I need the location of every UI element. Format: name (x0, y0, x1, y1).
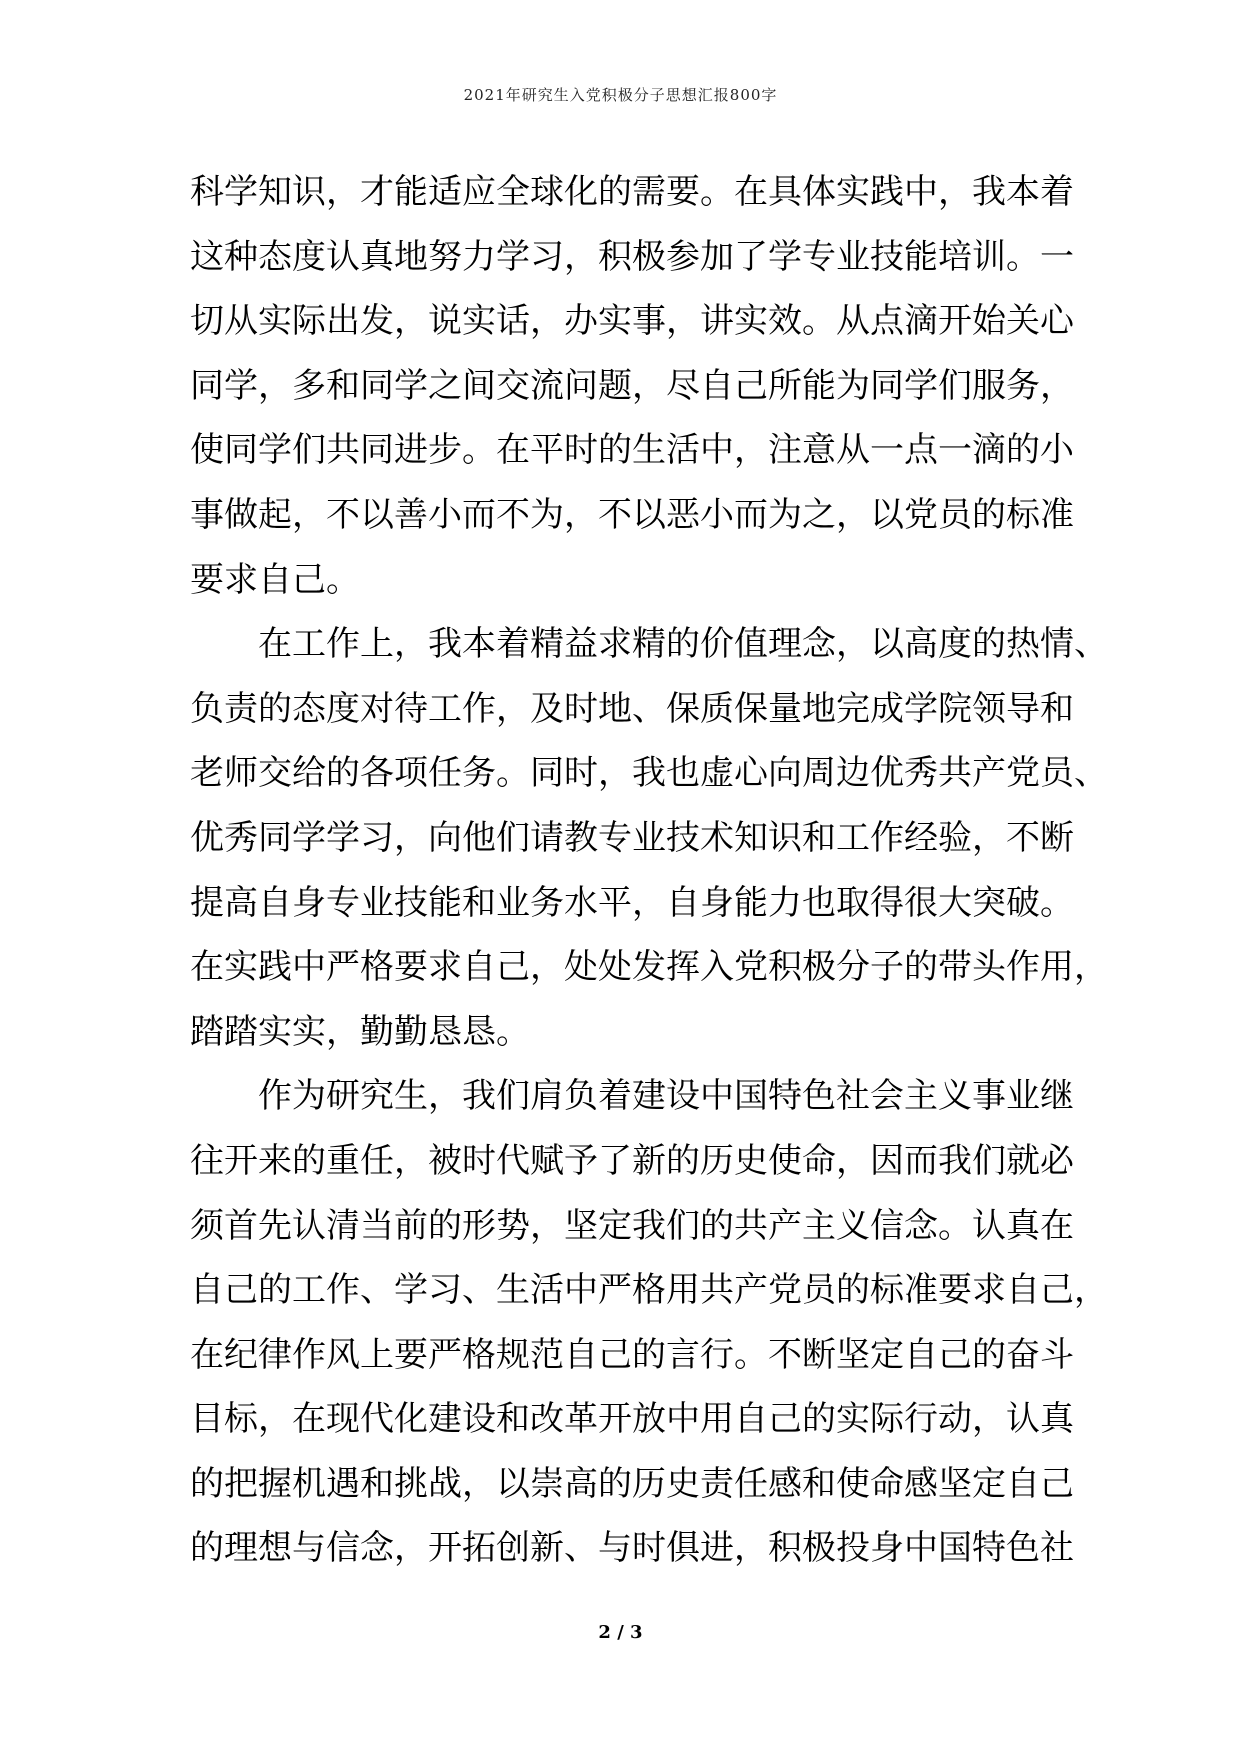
text-line: 在纪律作风上要严格规范自己的言行。不断坚定自己的奋斗 (190, 1334, 1074, 1375)
text-line: 科学知识，才能适应全球化的需要。在具体实践中，我本着 (190, 172, 1074, 212)
paragraph (190, 1064, 1108, 1581)
text-line: 要求自己。 (190, 559, 360, 600)
text-line: 这种态度认真地努力学习，积极参加了学专业技能培训。一 (190, 236, 1074, 277)
text-line: 作为研究生，我们肩负着建设中国特色社会主义事业继 (258, 1076, 1074, 1117)
text-line: 踏踏实实，勤勤恳恳。 (190, 1011, 530, 1052)
text-line: 负责的态度对待工作，及时地、保质保量地完成学院领导和 (190, 688, 1074, 729)
text-line: 优秀同学学习，向他们请教专业技术知识和工作经验，不断 (190, 817, 1074, 858)
text-line: 目标，在现代化建设和改革开放中用自己的实际行动，认真 (190, 1399, 1074, 1440)
text-line: 往开来的重任，被时代赋予了新的历史使命，因而我们就必 (190, 1140, 1074, 1181)
text-line: 切从实际出发，说实话，办实事，讲实效。从点滴开始关心 (190, 301, 1074, 342)
text-line: 同学，多和同学之间交流问题，尽自己所能为同学们服务， (190, 365, 1074, 406)
text-line: 须首先认清当前的形势，坚定我们的共产主义信念。认真在 (190, 1205, 1074, 1246)
paragraph (190, 160, 1074, 612)
text-line: 的把握机遇和挑战，以崇高的历史责任感和使命感坚定自己 (190, 1463, 1074, 1504)
text-line: 的理想与信念，开拓创新、与时俱进，积极投身中国特色社 (190, 1528, 1074, 1569)
paragraph (190, 612, 1108, 1064)
text-line: 自己的工作、学习、生活中严格用共产党员的标准要求自己， (190, 1270, 1108, 1311)
text-line: 使同学们共同进步。在平时的生活中，注意从一点一滴的小 (190, 430, 1074, 471)
text-line: 事做起，不以善小而不为，不以恶小而为之，以党员的标准 (190, 494, 1074, 535)
document-body (190, 160, 1108, 1581)
text-line: 提高自身专业技能和业务水平，自身能力也取得很大突破。 (190, 882, 1074, 923)
text-line: 老师交给的各项任务。同时，我也虚心向周边优秀共产党员、 (190, 753, 1108, 794)
text-line: 在实践中严格要求自己，处处发挥入党积极分子的带头作用， (190, 947, 1108, 988)
page-header: 2021年研究生入党积极分子思想汇报800字 (463, 86, 778, 104)
text-line: 在工作上，我本着精益求精的价值理念，以高度的热情、 (258, 624, 1108, 665)
page-number: 2 / 3 (598, 1622, 643, 1643)
